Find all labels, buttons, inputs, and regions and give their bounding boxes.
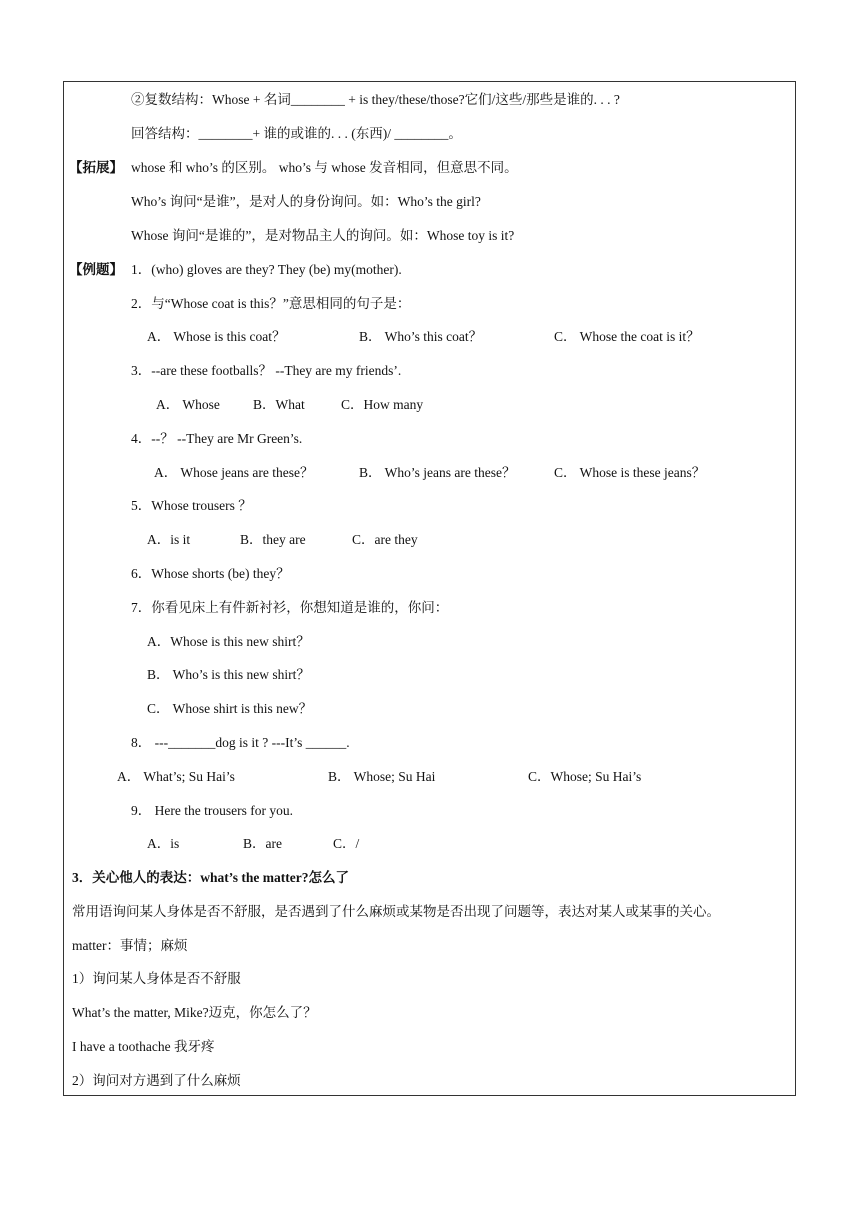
question-3: 3．--are these footballs？ --They are my friends’. — [131, 363, 402, 378]
q2-option-c: C． Whose the coat is it？ — [554, 329, 700, 344]
q3-option-c: C．How many — [341, 397, 424, 412]
q2-option-b: B． Who’s this coat？ — [359, 329, 483, 344]
plural-structure: ②复数结构：Whose + 名词________ + is they/these/those?它们/这些/那些是谁的. . . ? — [131, 92, 620, 107]
q2-option-a: A． Whose is this coat？ — [147, 329, 286, 344]
q7-option-b: B． Who’s is this new shirt？ — [147, 667, 310, 682]
q3-option-b: B．What — [253, 397, 305, 412]
question-6: 6．Whose shorts (be) they？ — [131, 566, 290, 581]
question-7: 7．你看见床上有件新衬衫，你想知道是谁的，你问： — [131, 600, 449, 615]
q9-option-a: A．is — [147, 836, 180, 851]
question-9: 9． Here the trousers for you. — [131, 803, 293, 818]
question-2: 2．与“Whose coat is this？”意思相同的句子是： — [131, 296, 411, 311]
question-5: 5．Whose trousers ？ — [131, 498, 252, 513]
q5-option-c: C．are they — [352, 532, 418, 547]
question-8: 8． ---_______dog is it ? ---It’s ______. — [131, 735, 350, 750]
extension-who: Who’s 询问“是谁”，是对人的身份询问。如：Who’s the girl? — [131, 194, 481, 209]
section-3-description: 常用语询问某人身体是否不舒服，是否遇到了什么麻烦或某物是否出现了问题等，表达对某人或某事的关心。 — [72, 904, 720, 919]
extension-label: 【拓展】 — [69, 160, 123, 175]
subsection-1: 1）询问某人身体是否不舒服 — [72, 971, 241, 986]
q4-option-c: C． Whose is these jeans？ — [554, 465, 706, 480]
q9-option-c: C．/ — [333, 836, 360, 851]
q7-option-c: C． Whose shirt is this new？ — [147, 701, 313, 716]
q8-option-b: B． Whose; Su Hai — [328, 769, 436, 784]
example-question: What’s the matter, Mike?迈克，你怎么了？ — [72, 1005, 317, 1020]
extension-text: whose 和 who’s 的区别。 who’s 与 whose 发音相同，但意思不同。 — [131, 160, 518, 175]
q4-option-b: B． Who’s jeans are these？ — [359, 465, 516, 480]
subsection-2: 2）询问对方遇到了什么麻烦 — [72, 1073, 241, 1088]
plural-answer: 回答结构：________+ 谁的或谁的. . . (东西)/ ________。 — [131, 126, 462, 141]
extension-whose: Whose 询问“是谁的”，是对物品主人的询问。如：Whose toy is it? — [131, 228, 515, 243]
q9-option-b: B．are — [243, 836, 282, 851]
example-answer: I have a toothache 我牙疼 — [72, 1039, 215, 1054]
q5-option-b: B．they are — [240, 532, 306, 547]
q7-option-a: A．Whose is this new shirt？ — [147, 634, 310, 649]
section-3-heading: 3．关心他人的表达：what’s the matter?怎么了 — [72, 870, 349, 885]
q3-option-a: A． Whose — [156, 397, 220, 412]
question-1: 1．(who) gloves are they? They (be) my(mother). — [131, 262, 402, 277]
matter-definition: matter：事情；麻烦 — [72, 938, 188, 953]
q4-option-a: A． Whose jeans are these？ — [154, 465, 314, 480]
q5-option-a: A．is it — [147, 532, 191, 547]
question-4: 4．--？ --They are Mr Green’s. — [131, 431, 303, 446]
q8-option-a: A． What’s; Su Hai’s — [117, 769, 235, 784]
q8-option-c: C．Whose; Su Hai’s — [528, 769, 642, 784]
examples-label: 【例题】 — [69, 262, 123, 277]
